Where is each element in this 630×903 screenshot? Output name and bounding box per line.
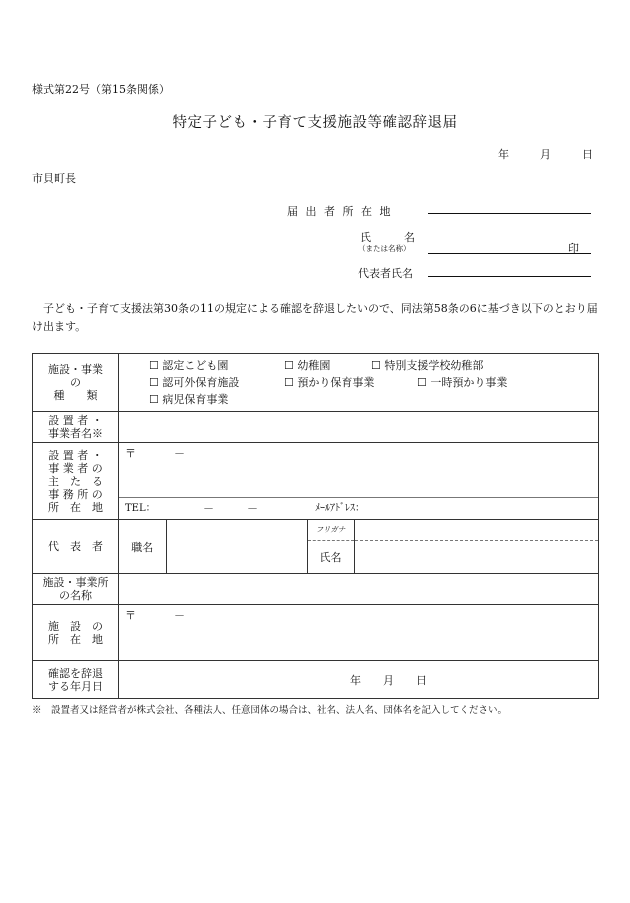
facility-address-label — [33, 605, 119, 661]
operator-name-field[interactable] — [119, 412, 599, 443]
label-line: 所 在 地 — [48, 500, 103, 514]
label-line: 所 在 地 — [48, 632, 103, 646]
representative-cell — [119, 520, 599, 574]
footnote: ※ 設置者又は経営者が株式会社、各種法人、任意団体の場合は、社名、法人名、団体名を記入してください。 — [32, 705, 508, 716]
facility-address-field[interactable] — [119, 605, 599, 661]
operator-office-address-field[interactable] — [119, 443, 598, 498]
applicant-address-field[interactable] — [428, 213, 591, 214]
postal-mark: 〒 — [125, 609, 136, 622]
label-line: する年月日 — [48, 679, 103, 693]
operator-contact-line — [119, 498, 598, 519]
furigana-label: フリガナ — [307, 520, 354, 540]
withdrawal-date-label — [33, 661, 119, 699]
representative-name-input[interactable] — [354, 540, 598, 573]
representative-row — [33, 520, 599, 574]
postal-dash: － — [174, 609, 185, 622]
checkbox-icon: ☐ — [149, 359, 159, 372]
applicant-name-sub-label: （または名称） — [358, 244, 411, 253]
withdrawal-form-table — [32, 353, 599, 699]
facility-name-field[interactable] — [119, 574, 599, 605]
facility-type-option[interactable] — [149, 357, 228, 374]
tel-field[interactable]: － － — [203, 502, 258, 515]
checkbox-icon: ☐ — [417, 376, 427, 389]
furigana-field[interactable] — [354, 520, 598, 540]
label-line: 事 業 者 の — [48, 461, 103, 475]
label-line: の名称 — [59, 589, 92, 602]
option-label: 認定こども園 — [162, 359, 229, 372]
facility-name-row — [33, 574, 599, 605]
representative-title-label: 職名 — [119, 520, 166, 573]
label-line: 種 類 — [53, 389, 98, 402]
addressee: 市貝町長 — [32, 172, 76, 185]
postal-dash: － — [174, 447, 185, 460]
representative-label: 代 表 者 — [33, 520, 119, 574]
facility-type-option[interactable] — [284, 357, 330, 374]
date-year-label: 年 — [498, 148, 509, 161]
operator-name-label — [33, 412, 119, 443]
date-month-label: 月 — [540, 148, 551, 161]
date-day-label: 日 — [582, 148, 593, 161]
checkbox-icon: ☐ — [284, 359, 294, 372]
facility-type-line — [119, 391, 598, 408]
label-line: 事 務 所 の — [48, 487, 103, 501]
representative-name-label-cell: 氏名 — [307, 540, 354, 573]
option-label: 特別支援学校幼稚部 — [384, 359, 484, 372]
checkbox-icon: ☐ — [371, 359, 381, 372]
withdrawal-date-value: 年 月 日 — [350, 673, 427, 687]
facility-type-option[interactable] — [284, 374, 374, 391]
submission-date — [498, 146, 593, 162]
tel-label: TEL： — [125, 503, 156, 514]
applicant-address-label: 届 出 者 所 在 地 — [287, 205, 393, 218]
label-line: 主 た る — [48, 474, 103, 488]
representative-inner — [119, 520, 598, 573]
representative-title-field[interactable] — [166, 520, 307, 573]
facility-address-row — [33, 605, 599, 661]
label-line: 確認を辞退 — [48, 666, 103, 680]
checkbox-icon: ☐ — [149, 376, 159, 389]
checkbox-icon: ☐ — [149, 393, 159, 406]
facility-type-line — [119, 357, 598, 374]
facility-type-option[interactable] — [149, 374, 239, 391]
operator-name-row — [33, 412, 599, 443]
facility-type-option[interactable] — [149, 391, 228, 408]
label-line: 設 置 者 ・ — [48, 448, 103, 462]
option-label: 一時預かり事業 — [430, 376, 508, 389]
option-label: 病児保育事業 — [162, 393, 229, 406]
facility-type-label — [33, 354, 119, 412]
form-number: 様式第22号（第15条関係） — [32, 83, 170, 96]
facility-type-option[interactable] — [417, 374, 507, 391]
facility-type-option[interactable] — [371, 357, 483, 374]
operator-office-cell — [119, 443, 599, 520]
operator-office-row — [33, 443, 599, 520]
label-line: 施設・事業所 — [42, 576, 109, 589]
withdrawal-date-field[interactable] — [119, 661, 599, 699]
option-label: 認可外保育施設 — [162, 376, 240, 389]
facility-type-line — [119, 374, 598, 391]
label-line: 設 置 者 ・ — [48, 414, 103, 427]
facility-name-label — [33, 574, 119, 605]
label-line: の — [70, 376, 81, 389]
label-line: 施 設 の — [48, 619, 103, 633]
seal-mark: 印 — [568, 242, 579, 255]
checkbox-icon: ☐ — [284, 376, 294, 389]
representative-name-field[interactable] — [428, 276, 591, 277]
applicant-name-field[interactable] — [428, 253, 591, 254]
applicant-name-label: 氏 名 — [360, 231, 415, 244]
operator-office-label — [33, 443, 119, 520]
facility-type-row — [33, 354, 599, 412]
facility-type-options — [119, 354, 599, 412]
option-label: 幼稚園 — [297, 359, 331, 372]
label-line: 事業者名※ — [48, 427, 103, 440]
label-line: 施設・事業 — [48, 363, 103, 376]
email-label: ﾒｰﾙｱﾄﾞﾚｽ： — [315, 503, 365, 514]
withdrawal-date-row — [33, 661, 599, 699]
body-text: 子ども・子育て支援法第30条の11の規定による確認を辞退したいので、同法第58条の6に基づき以下のとおり届け出ます。 — [32, 302, 598, 333]
option-label: 預かり保育事業 — [297, 376, 375, 389]
representative-name-label: 代表者氏名 — [358, 267, 413, 280]
postal-mark: 〒 — [125, 447, 136, 460]
form-title: 特定子ども・子育て支援施設等確認辞退届 — [172, 115, 458, 131]
